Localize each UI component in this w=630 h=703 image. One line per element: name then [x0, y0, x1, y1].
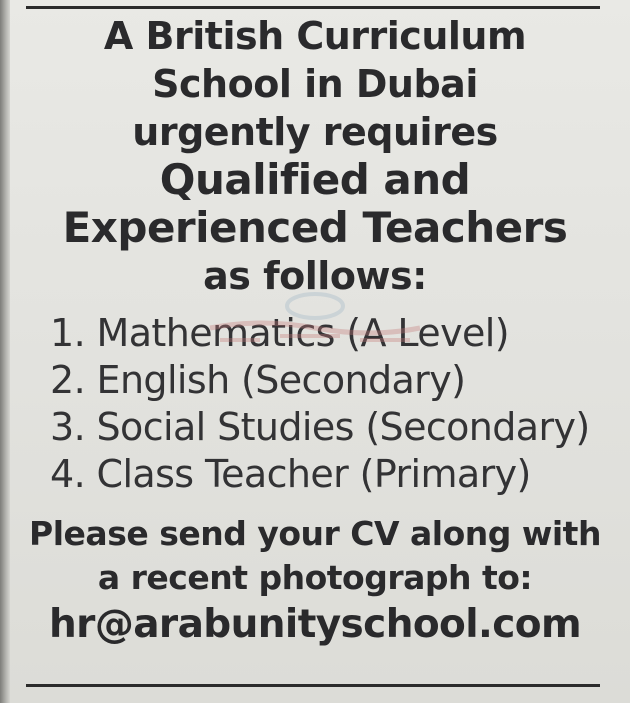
- headline-line-5: Experienced Teachers: [62, 203, 568, 252]
- cta-line-1: Please send your CV along with: [29, 514, 601, 553]
- cta-line-2: a recent photograph to:: [97, 558, 533, 597]
- headline-line-4: Qualified and: [159, 155, 471, 204]
- headline-line-3: urgently requires: [132, 110, 498, 154]
- job-advertisement: [20, 12, 610, 650]
- application-instructions: [20, 512, 610, 600]
- bottom-border-rule: [26, 684, 600, 687]
- position-item: 3. Social Studies (Secondary): [50, 405, 590, 449]
- positions-list: [20, 310, 610, 498]
- position-item: 4. Class Teacher (Primary): [50, 452, 531, 496]
- headline-line-1: A British Curriculum: [103, 14, 527, 58]
- headline-line-2: School in Dubai: [152, 62, 478, 106]
- ad-headline: [20, 12, 610, 300]
- top-border-rule: [26, 6, 600, 9]
- position-item: 1. Mathematics (A Level): [50, 311, 509, 355]
- page-fold-shadow: [0, 0, 10, 703]
- headline-line-6: as follows:: [203, 254, 427, 298]
- position-item: 2. English (Secondary): [50, 358, 466, 402]
- contact-email[interactable]: hr@arabunityschool.com: [49, 602, 581, 647]
